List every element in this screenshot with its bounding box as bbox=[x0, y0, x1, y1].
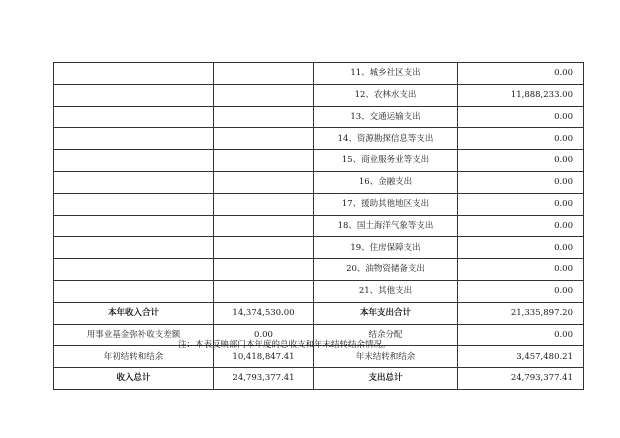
table-row bbox=[54, 237, 584, 259]
income-amount-cell bbox=[214, 63, 314, 85]
expense-amount-cell: 0.00 bbox=[458, 280, 584, 302]
expense-item-cell: 20、油物资储备支出 bbox=[314, 259, 458, 281]
fund-offset-label: 用事业基金弥补收支差额 bbox=[54, 324, 214, 346]
expense-amount-cell: 0.00 bbox=[458, 237, 584, 259]
expense-amount-cell: 0.00 bbox=[458, 171, 584, 193]
table-row bbox=[54, 215, 584, 237]
income-item-cell bbox=[54, 237, 214, 259]
table-row bbox=[54, 259, 584, 281]
expense-grand-total-label: 支出总计 bbox=[314, 368, 458, 390]
income-total-row bbox=[54, 302, 584, 324]
table-row bbox=[54, 280, 584, 302]
income-amount-cell bbox=[214, 259, 314, 281]
expense-total-label: 本年支出合计 bbox=[314, 302, 458, 324]
expense-amount-cell: 0.00 bbox=[458, 128, 584, 150]
expense-item-cell: 11、城乡社区支出 bbox=[314, 63, 458, 85]
expense-amount-cell: 0.00 bbox=[458, 259, 584, 281]
income-amount-cell bbox=[214, 150, 314, 172]
income-amount-cell bbox=[214, 106, 314, 128]
income-item-cell bbox=[54, 280, 214, 302]
income-item-cell bbox=[54, 171, 214, 193]
income-amount-cell bbox=[214, 280, 314, 302]
expense-item-cell: 18、国土海洋气象等支出 bbox=[314, 215, 458, 237]
income-item-cell bbox=[54, 150, 214, 172]
expense-amount-cell: 0.00 bbox=[458, 63, 584, 85]
expense-amount-cell: 0.00 bbox=[458, 150, 584, 172]
income-item-cell bbox=[54, 193, 214, 215]
expense-item-cell: 14、资源勘探信息等支出 bbox=[314, 128, 458, 150]
grand-total-row bbox=[54, 368, 584, 390]
income-total-label: 本年收入合计 bbox=[54, 302, 214, 324]
table-footnote: 注：本表反映部门本年度的总收支和年末结转结余情况。 bbox=[178, 340, 391, 350]
income-item-cell bbox=[54, 128, 214, 150]
expense-amount-cell: 0.00 bbox=[458, 193, 584, 215]
income-grand-total-value: 24,793,377.41 bbox=[214, 368, 314, 390]
income-grand-total-label: 收入总计 bbox=[54, 368, 214, 390]
fund-offset-value: 0.00 bbox=[214, 324, 314, 346]
closing-carryover-label: 年末结转和结余 bbox=[314, 346, 458, 368]
opening-carryover-value: 10,418,847.41 bbox=[214, 346, 314, 368]
income-amount-cell bbox=[214, 171, 314, 193]
expense-amount-cell: 0.00 bbox=[458, 215, 584, 237]
expense-amount-cell: 0.00 bbox=[458, 106, 584, 128]
expense-grand-total-value: 24,793,377.41 bbox=[458, 368, 584, 390]
expense-total-value: 21,335,897.20 bbox=[458, 302, 584, 324]
income-item-cell bbox=[54, 215, 214, 237]
table-row bbox=[54, 63, 584, 85]
table-row bbox=[54, 106, 584, 128]
surplus-distribution-label: 结余分配 bbox=[314, 324, 458, 346]
expense-item-cell: 15、商业服务业等支出 bbox=[314, 150, 458, 172]
income-total-value: 14,374,530.00 bbox=[214, 302, 314, 324]
expense-item-cell: 17、援助其他地区支出 bbox=[314, 193, 458, 215]
income-item-cell bbox=[54, 106, 214, 128]
surplus-distribution-value: 0.00 bbox=[458, 324, 584, 346]
income-amount-cell bbox=[214, 193, 314, 215]
income-item-cell bbox=[54, 63, 214, 85]
table-row bbox=[54, 193, 584, 215]
table-row bbox=[54, 171, 584, 193]
income-amount-cell bbox=[214, 237, 314, 259]
income-amount-cell bbox=[214, 128, 314, 150]
closing-carryover-value: 3,457,480.21 bbox=[458, 346, 584, 368]
expense-item-cell: 16、金融支出 bbox=[314, 171, 458, 193]
table-row bbox=[54, 128, 584, 150]
income-amount-cell bbox=[214, 84, 314, 106]
opening-carryover-label: 年初结转和结余 bbox=[54, 346, 214, 368]
expense-item-cell: 19、住房保障支出 bbox=[314, 237, 458, 259]
expense-item-cell: 12、农林水支出 bbox=[314, 84, 458, 106]
expense-item-cell: 21、其他支出 bbox=[314, 280, 458, 302]
expense-item-cell: 13、交通运输支出 bbox=[314, 106, 458, 128]
table-row bbox=[54, 150, 584, 172]
income-amount-cell bbox=[214, 215, 314, 237]
expense-amount-cell: 11,888,233.00 bbox=[458, 84, 584, 106]
income-item-cell bbox=[54, 259, 214, 281]
table-row bbox=[54, 84, 584, 106]
income-item-cell bbox=[54, 84, 214, 106]
